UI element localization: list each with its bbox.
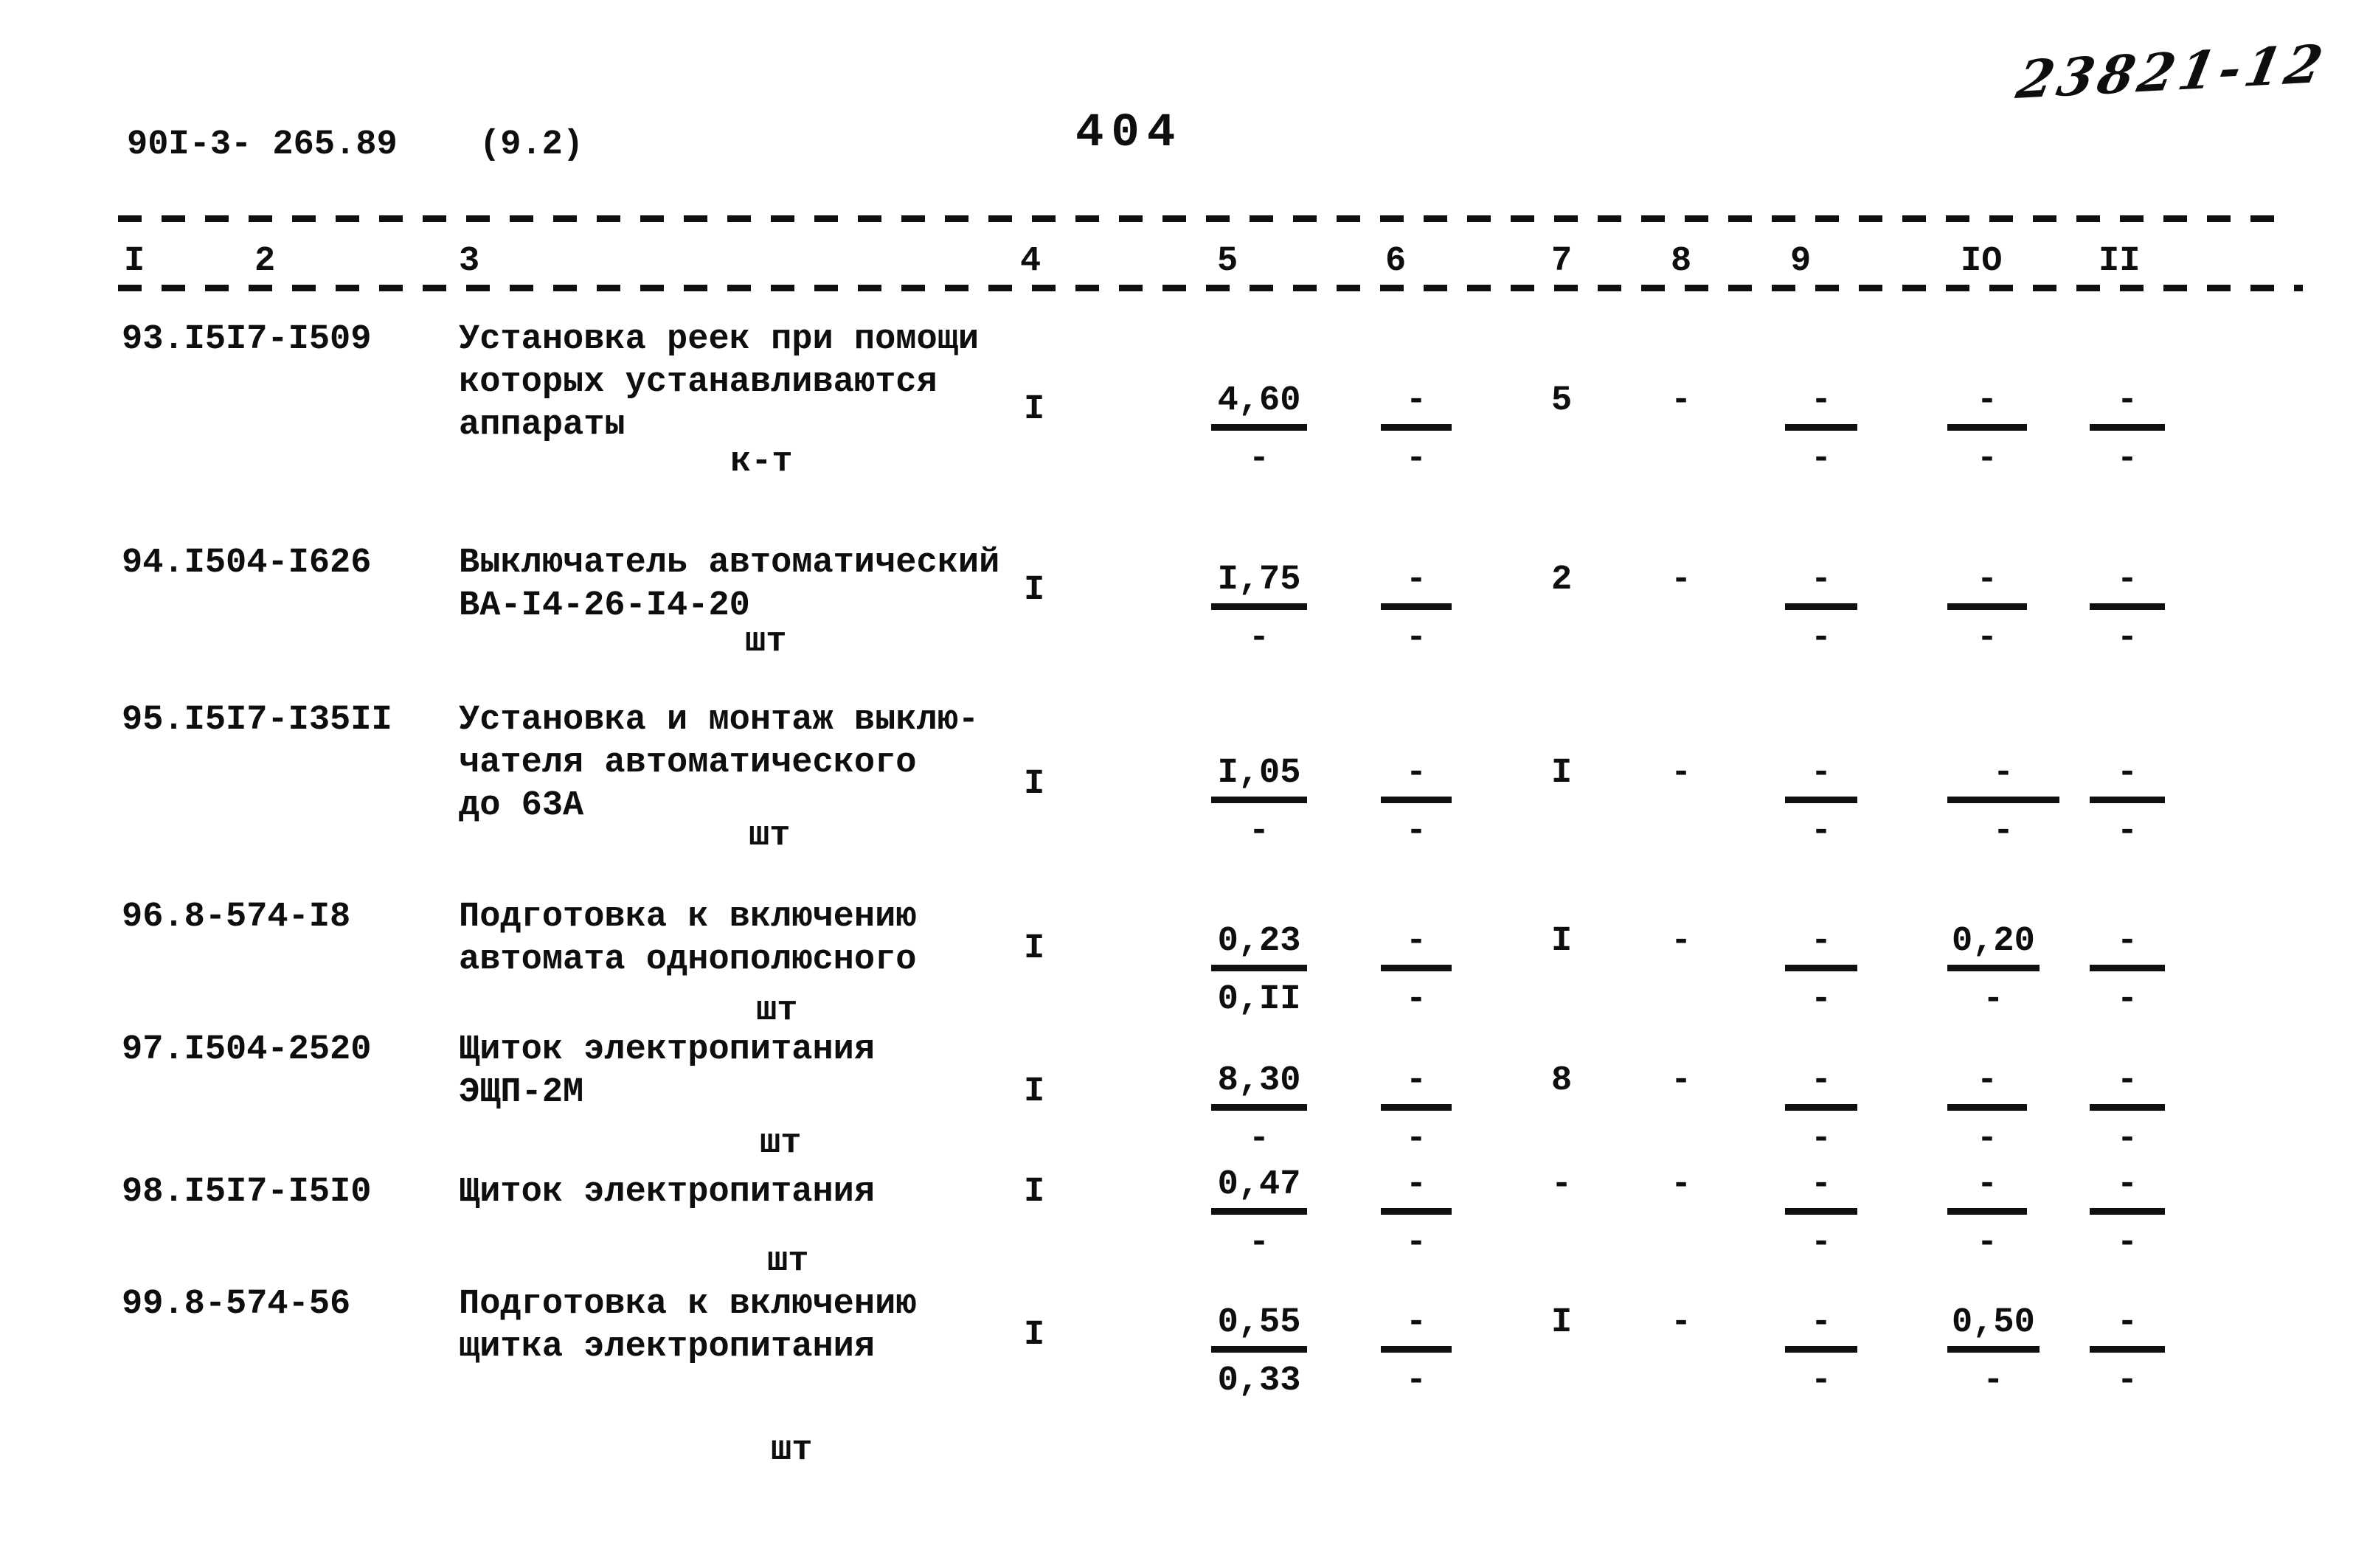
row-description-line: до 63А bbox=[459, 786, 584, 825]
col9-bottom-value: - bbox=[1810, 619, 1832, 658]
col10-bottom-value: - bbox=[1983, 1361, 2004, 1401]
col11-bottom-value: - bbox=[2116, 1120, 2138, 1159]
col6-cell bbox=[1381, 1060, 1452, 1161]
col9-top-value: - bbox=[1785, 1164, 1857, 1215]
dashed-rule-top bbox=[118, 215, 2294, 222]
row-description-line: Выключатель автоматический bbox=[459, 544, 1000, 583]
col5-top-value: 8,30 bbox=[1211, 1060, 1307, 1111]
col4-value: I bbox=[1024, 571, 1045, 610]
col5-top-value: 4,60 bbox=[1211, 380, 1307, 431]
doc-number: 90I-3- 265.89 bbox=[127, 125, 398, 164]
col9-bottom-value: - bbox=[1810, 1361, 1832, 1401]
col-header-3: 3 bbox=[459, 242, 480, 281]
col-header-2: 2 bbox=[254, 242, 276, 281]
row-unit: к-т bbox=[730, 443, 793, 482]
col11-cell bbox=[2090, 1302, 2165, 1403]
col10-cell bbox=[1947, 1060, 2027, 1161]
col10-cell bbox=[1947, 752, 2059, 853]
row-description bbox=[459, 1283, 917, 1369]
row-description bbox=[459, 319, 979, 447]
col10-top-value: - bbox=[1947, 1060, 2027, 1111]
row-code: 93.I5I7-I509 bbox=[122, 320, 372, 359]
col6-cell bbox=[1381, 380, 1452, 481]
col5-cell bbox=[1211, 559, 1307, 660]
col8-value: - bbox=[1671, 381, 1692, 420]
col8-value: - bbox=[1671, 1303, 1692, 1342]
col10-top-value: - bbox=[1947, 752, 2059, 803]
col9-cell bbox=[1785, 752, 1857, 853]
col5-cell bbox=[1211, 380, 1307, 481]
col10-bottom-value: - bbox=[1976, 440, 1998, 479]
col10-bottom-value: - bbox=[1983, 980, 2004, 1019]
col10-top-value: 0,50 bbox=[1947, 1302, 2040, 1353]
col4-value: I bbox=[1024, 1316, 1045, 1355]
col9-top-value: - bbox=[1785, 559, 1857, 610]
col5-bottom-value: - bbox=[1248, 1120, 1270, 1159]
row-description-line: Щиток электропитания bbox=[459, 1030, 876, 1069]
col11-top-value: - bbox=[2090, 1164, 2165, 1215]
row-code: 97.I504-2520 bbox=[122, 1030, 372, 1069]
row-description-line: ЭЩП-2М bbox=[459, 1073, 584, 1112]
row-description-line: автомата однополюсного bbox=[459, 940, 917, 979]
col7-value: I bbox=[1551, 754, 1573, 793]
col11-top-value: - bbox=[2090, 559, 2165, 610]
col9-bottom-value: - bbox=[1810, 1224, 1832, 1263]
col6-top-value: - bbox=[1381, 752, 1452, 803]
col5-cell bbox=[1211, 1302, 1307, 1403]
col5-cell bbox=[1211, 920, 1307, 1021]
col6-top-value: - bbox=[1381, 1060, 1452, 1111]
col10-bottom-value: - bbox=[1992, 812, 2014, 851]
col6-cell bbox=[1381, 752, 1452, 853]
col9-top-value: - bbox=[1785, 1060, 1857, 1111]
row-description-line: Подготовка к включению bbox=[459, 898, 917, 937]
row-unit: шт bbox=[767, 1242, 809, 1281]
col7-value: 2 bbox=[1551, 561, 1573, 600]
col6-top-value: - bbox=[1381, 559, 1452, 610]
col5-cell bbox=[1211, 1060, 1307, 1161]
col11-cell bbox=[2090, 559, 2165, 660]
row-description bbox=[459, 1171, 875, 1214]
row-code: 94.I504-I626 bbox=[122, 544, 372, 583]
col-header-8: 8 bbox=[1671, 242, 1692, 281]
row-description-line: Щиток электропитания bbox=[459, 1173, 876, 1212]
row-description-line: щитка электропитания bbox=[459, 1328, 876, 1367]
col9-bottom-value: - bbox=[1810, 812, 1832, 851]
col10-cell bbox=[1947, 380, 2027, 481]
col11-bottom-value: - bbox=[2116, 619, 2138, 658]
col10-cell bbox=[1947, 1164, 2027, 1265]
row-description-line: ВА-I4-26-I4-20 bbox=[459, 586, 750, 625]
col8-value: - bbox=[1671, 1061, 1692, 1100]
col11-top-value: - bbox=[2090, 380, 2165, 431]
col5-top-value: I,05 bbox=[1211, 752, 1307, 803]
col6-bottom-value: - bbox=[1405, 1361, 1427, 1401]
col6-bottom-value: - bbox=[1405, 619, 1427, 658]
dashed-rule-header bbox=[118, 285, 2303, 291]
row-code: 95.I5I7-I35II bbox=[122, 701, 392, 740]
col-header-5: 5 bbox=[1217, 242, 1238, 281]
col6-top-value: - bbox=[1381, 1302, 1452, 1353]
row-description-line: чателя автоматического bbox=[459, 743, 917, 783]
col6-bottom-value: - bbox=[1405, 1120, 1427, 1159]
col11-cell bbox=[2090, 1060, 2165, 1161]
col9-cell bbox=[1785, 1302, 1857, 1403]
row-description-line: которых устанавливаются bbox=[459, 363, 938, 402]
col8-value: - bbox=[1671, 1165, 1692, 1204]
col7-value: 8 bbox=[1551, 1061, 1573, 1100]
col11-cell bbox=[2090, 1164, 2165, 1265]
col9-cell bbox=[1785, 1164, 1857, 1265]
row-description-line: Установка реек при помощи bbox=[459, 320, 980, 359]
col6-top-value: - bbox=[1381, 1164, 1452, 1215]
col7-value: I bbox=[1551, 922, 1573, 961]
col9-cell bbox=[1785, 920, 1857, 1021]
row-unit: шт bbox=[760, 1124, 802, 1163]
col7-value: - bbox=[1551, 1165, 1573, 1204]
col9-cell bbox=[1785, 380, 1857, 481]
col-header-7: 7 bbox=[1551, 242, 1573, 281]
col10-cell bbox=[1947, 920, 2040, 1021]
row-unit: шт bbox=[756, 991, 798, 1030]
row-unit: шт bbox=[749, 816, 791, 856]
col11-bottom-value: - bbox=[2116, 440, 2138, 479]
col6-bottom-value: - bbox=[1405, 980, 1427, 1019]
col5-bottom-value: - bbox=[1248, 619, 1270, 658]
col11-bottom-value: - bbox=[2116, 1361, 2138, 1401]
row-description bbox=[459, 542, 999, 628]
col9-bottom-value: - bbox=[1810, 440, 1832, 479]
col9-cell bbox=[1785, 1060, 1857, 1161]
handwritten-number: 23821-12 bbox=[2011, 32, 2332, 111]
col-header-11: II bbox=[2099, 242, 2141, 281]
col-header-10: IO bbox=[1961, 242, 2003, 281]
col6-bottom-value: - bbox=[1405, 812, 1427, 851]
col5-cell bbox=[1211, 752, 1307, 853]
col6-top-value: - bbox=[1381, 380, 1452, 431]
col5-top-value: 0,55 bbox=[1211, 1302, 1307, 1353]
col11-top-value: - bbox=[2090, 1060, 2165, 1111]
col11-bottom-value: - bbox=[2116, 980, 2138, 1019]
col10-top-value: - bbox=[1947, 1164, 2027, 1215]
col10-top-value: - bbox=[1947, 380, 2027, 431]
row-code: 99.8-574-56 bbox=[122, 1285, 351, 1324]
col-header-6: 6 bbox=[1385, 242, 1407, 281]
col11-cell bbox=[2090, 380, 2165, 481]
col8-value: - bbox=[1671, 561, 1692, 600]
col5-top-value: 0,47 bbox=[1211, 1164, 1307, 1215]
col5-bottom-value: 0,II bbox=[1217, 980, 1301, 1019]
col6-bottom-value: - bbox=[1405, 440, 1427, 479]
col5-top-value: 0,23 bbox=[1211, 920, 1307, 971]
col6-cell bbox=[1381, 559, 1452, 660]
row-unit: шт bbox=[771, 1431, 813, 1470]
col5-bottom-value: - bbox=[1248, 812, 1270, 851]
col9-top-value: - bbox=[1785, 1302, 1857, 1353]
row-description bbox=[459, 699, 979, 828]
col11-bottom-value: - bbox=[2116, 812, 2138, 851]
col-header-1: I bbox=[124, 242, 145, 281]
col10-cell bbox=[1947, 559, 2027, 660]
row-description-line: Установка и монтаж выклю- bbox=[459, 701, 980, 740]
row-code: 96.8-574-I8 bbox=[122, 898, 351, 937]
col6-top-value: - bbox=[1381, 920, 1452, 971]
col4-value: I bbox=[1024, 929, 1045, 968]
row-description bbox=[459, 896, 917, 982]
col4-value: I bbox=[1024, 1173, 1045, 1212]
row-description bbox=[459, 1029, 875, 1114]
col9-top-value: - bbox=[1785, 920, 1857, 971]
col11-cell bbox=[2090, 752, 2165, 853]
col10-top-value: 0,20 bbox=[1947, 920, 2040, 971]
col7-value: I bbox=[1551, 1303, 1573, 1342]
doc-revision: (9.2) bbox=[479, 125, 584, 164]
col11-bottom-value: - bbox=[2116, 1224, 2138, 1263]
col6-cell bbox=[1381, 1164, 1452, 1265]
col10-bottom-value: - bbox=[1976, 619, 1998, 658]
page-number: 404 bbox=[1075, 107, 1183, 160]
col10-bottom-value: - bbox=[1976, 1120, 1998, 1159]
col9-top-value: - bbox=[1785, 380, 1857, 431]
col-header-4: 4 bbox=[1020, 242, 1042, 281]
col5-bottom-value: - bbox=[1248, 440, 1270, 479]
col8-value: - bbox=[1671, 922, 1692, 961]
col5-top-value: I,75 bbox=[1211, 559, 1307, 610]
col7-value: 5 bbox=[1551, 381, 1573, 420]
col9-bottom-value: - bbox=[1810, 1120, 1832, 1159]
col4-value: I bbox=[1024, 390, 1045, 429]
col4-value: I bbox=[1024, 1072, 1045, 1111]
row-unit: шт bbox=[745, 622, 787, 662]
col11-top-value: - bbox=[2090, 1302, 2165, 1353]
col6-cell bbox=[1381, 920, 1452, 1021]
col9-cell bbox=[1785, 559, 1857, 660]
col8-value: - bbox=[1671, 754, 1692, 793]
col9-top-value: - bbox=[1785, 752, 1857, 803]
col5-bottom-value: - bbox=[1248, 1224, 1270, 1263]
row-description-line: Подготовка к включению bbox=[459, 1285, 917, 1324]
col10-top-value: - bbox=[1947, 559, 2027, 610]
col10-cell bbox=[1947, 1302, 2040, 1403]
col6-bottom-value: - bbox=[1405, 1224, 1427, 1263]
col5-bottom-value: 0,33 bbox=[1217, 1361, 1301, 1401]
col-header-9: 9 bbox=[1790, 242, 1812, 281]
col6-cell bbox=[1381, 1302, 1452, 1403]
col4-value: I bbox=[1024, 765, 1045, 804]
row-description-line: аппараты bbox=[459, 406, 625, 445]
col11-top-value: - bbox=[2090, 920, 2165, 971]
col10-bottom-value: - bbox=[1976, 1224, 1998, 1263]
col5-cell bbox=[1211, 1164, 1307, 1265]
col9-bottom-value: - bbox=[1810, 980, 1832, 1019]
col11-cell bbox=[2090, 920, 2165, 1021]
row-code: 98.I5I7-I5I0 bbox=[122, 1173, 372, 1212]
col11-top-value: - bbox=[2090, 752, 2165, 803]
